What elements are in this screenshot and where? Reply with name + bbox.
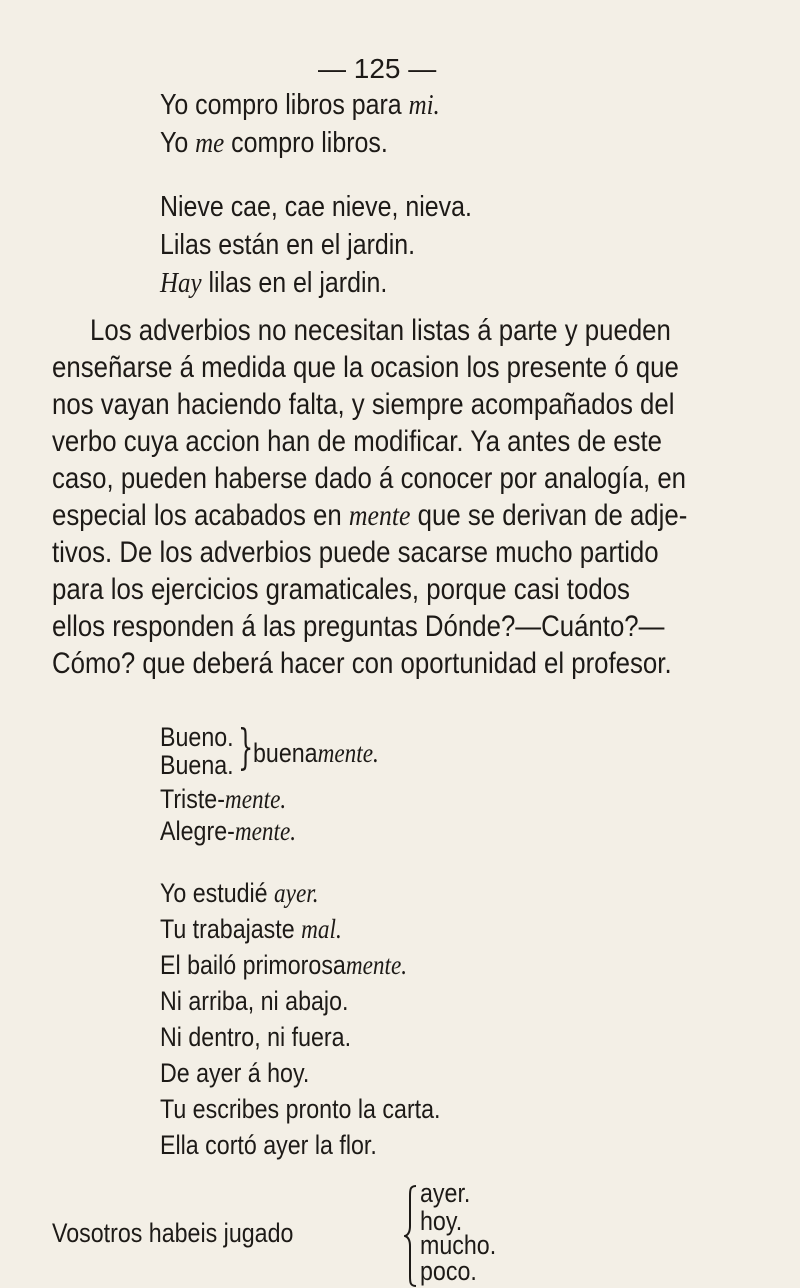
brace-bracket: } — [238, 719, 254, 775]
example-line: Tu escribes pronto la carta. — [160, 1094, 441, 1124]
option-mucho: mucho. — [420, 1230, 497, 1260]
example-line: De ayer á hoy. — [160, 1058, 310, 1088]
form-result — [253, 736, 379, 770]
example-emphasis: Hay — [160, 267, 202, 299]
form-emphasis: mente. — [317, 738, 379, 768]
page-number: — 125 — — [318, 53, 437, 84]
form-text: Alegre- — [160, 816, 235, 846]
example-line: Ni dentro, ni fuera. — [160, 1022, 352, 1052]
form-buena: Buena. — [160, 750, 234, 780]
final-example-stem: Vosotros habeis jugado — [52, 1218, 294, 1248]
paragraph-line — [52, 499, 687, 533]
option-hoy: hoy. — [420, 1206, 463, 1236]
example-emphasis: mente. — [345, 950, 408, 980]
example-text: Yo estudié — [160, 878, 275, 908]
option-ayer: ayer. — [420, 1178, 471, 1208]
example-emphasis: mal. — [301, 914, 342, 944]
example-text: lilas en el jardin. — [201, 267, 388, 299]
paragraph-line: Cómo? que deberá hacer con oportunidad el profesor. — [52, 647, 672, 680]
option-poco: poco. — [420, 1256, 477, 1286]
example-line — [160, 126, 388, 160]
example-text: Yo — [160, 127, 196, 159]
form-alegre — [160, 814, 296, 848]
paragraph-line: ellos responden á las preguntas Dónde?—Cuánto?— — [52, 610, 665, 643]
example-line: Ella cortó ayer la flor. — [160, 1130, 377, 1160]
example-line: Lilas están en el jardin. — [160, 229, 416, 261]
example-text: Tu trabajaste — [160, 914, 302, 944]
example-line — [160, 876, 319, 910]
example-emphasis: me — [195, 127, 225, 159]
example-line — [160, 88, 440, 122]
form-emphasis: mente. — [224, 784, 287, 814]
example-emphasis: mi. — [408, 89, 440, 121]
example-line — [160, 912, 342, 946]
example-text: El bailó primorosa — [160, 950, 346, 980]
example-line: Nieve cae, cae nieve, nieva. — [160, 191, 472, 223]
paragraph-line: nos vayan haciendo falta, y siempre acompañados del — [52, 388, 675, 421]
paragraph-line: enseñarse á medida que la ocasion los presente ó que — [52, 351, 679, 384]
example-line: Ni arriba, ni abajo. — [160, 986, 349, 1016]
paragraph-line: para los ejercicios gramaticales, porque casi todos — [52, 573, 630, 606]
paragraph-text: que se derivan de adje- — [410, 499, 688, 532]
form-triste — [160, 782, 286, 816]
example-text: compro libros. — [224, 127, 388, 159]
curly-bracket — [404, 1184, 418, 1288]
example-text: Yo compro libros para — [160, 89, 409, 121]
form-text: buena — [253, 738, 318, 768]
paragraph-emphasis: mente — [348, 499, 411, 532]
example-emphasis: ayer. — [274, 878, 319, 908]
paragraph-text: especial los acabados en — [52, 499, 349, 532]
form-emphasis: mente. — [234, 816, 297, 846]
example-line — [160, 266, 387, 300]
paragraph-line: Los adverbios no necesitan listas á parte y pueden — [90, 314, 671, 347]
paragraph-line: caso, pueden haberse dado á conocer por analogía, en — [52, 462, 687, 495]
paragraph-line: tivos. De los adverbios puede sacarse mucho partido — [52, 536, 659, 569]
paragraph-line: verbo cuya accion han de modificar. Ya antes de este — [52, 425, 663, 458]
form-text: Triste- — [160, 784, 225, 814]
example-line — [160, 948, 407, 982]
form-bueno: Bueno. — [160, 722, 234, 752]
